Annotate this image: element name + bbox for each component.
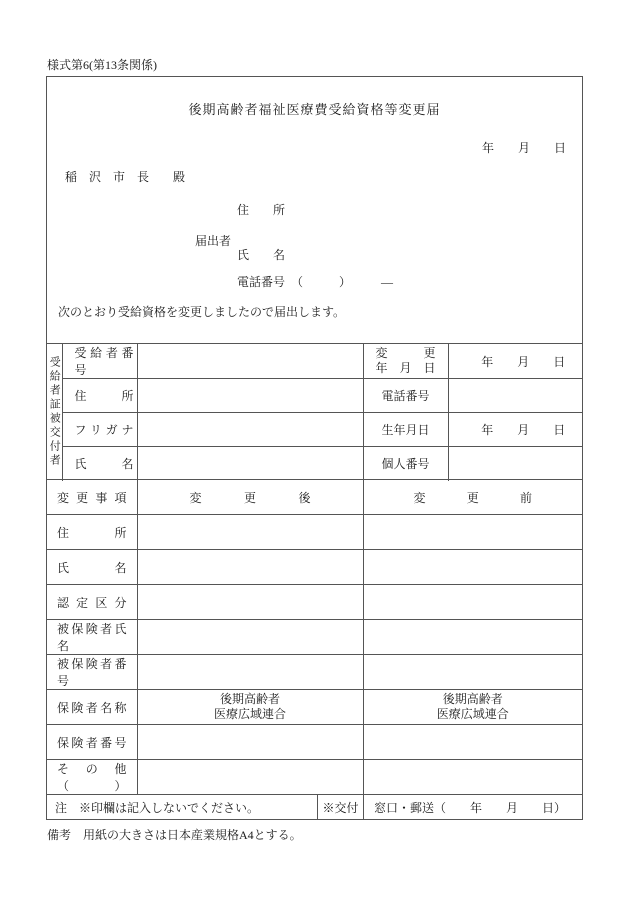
insurer-number-before-cell — [363, 725, 582, 760]
header-date-line: 年 月 日 — [481, 141, 566, 155]
furigana-input-cell — [137, 413, 363, 447]
note-text: 注 ※印欄は記入しないでください。 — [55, 800, 260, 815]
recipient-address-input-cell — [137, 379, 363, 413]
change-date-label-line2: 年月日 — [375, 361, 436, 375]
insurer-name-after-cell — [137, 690, 363, 725]
insured-name-after-cell — [137, 620, 363, 655]
form-number: 様式第6(第13条関係) — [47, 58, 157, 72]
recipient-side-label — [47, 344, 62, 481]
other-after-cell — [137, 760, 363, 795]
recipient-table — [47, 343, 582, 481]
form-outline — [46, 76, 583, 820]
phone-number-input-cell — [448, 379, 582, 413]
recipient-side-label-text: 受給者証被交付者 — [48, 356, 61, 469]
other-label-line2: （ ） — [57, 779, 127, 794]
other-before-cell — [363, 760, 582, 795]
remarks-text: 備考 用紙の大きさは日本産業規格A4とする。 — [47, 828, 302, 842]
change-after-header: 変更後 — [137, 480, 363, 515]
notifier-name-label: 氏 名 — [237, 248, 286, 262]
other-label-line1: その他 — [57, 762, 127, 777]
notifier-label: 届出者 — [195, 234, 232, 248]
change-date-value: 年 月 日 — [448, 344, 582, 379]
change-table — [47, 479, 582, 795]
recipient-name-label: 氏名 — [62, 447, 137, 481]
change-item-header: 変更事項 — [47, 480, 137, 515]
intro-text: 次のとおり受給資格を変更しましたので届出します。 — [58, 305, 346, 319]
insured-number-before-cell — [363, 655, 582, 690]
notifier-phone-line: 電話番号 （ ） ― — [237, 275, 394, 289]
other-row-label — [47, 760, 137, 795]
certification-before-cell — [363, 585, 582, 620]
insurer-name-before-cell — [363, 690, 582, 725]
certification-after-cell — [137, 585, 363, 620]
issue-stamp-cell: ※交付 — [317, 795, 363, 819]
phone-number-label: 電話番号 — [363, 379, 448, 413]
insured-name-before-cell — [363, 620, 582, 655]
recipient-number-label: 受給者番号 — [62, 344, 137, 379]
insurer-name-before-line1: 後期高齢者 — [442, 692, 503, 706]
change-before-header: 変更前 — [363, 480, 582, 515]
name-row-label: 氏名 — [47, 550, 137, 585]
recipient-number-input-cell — [137, 344, 363, 379]
certification-row-label: 認定区分 — [47, 585, 137, 620]
notifier-address-label: 住 所 — [237, 203, 286, 217]
insurer-name-after-line1: 後期高齢者 — [219, 692, 280, 706]
insurer-name-before-line2: 医療広域連合 — [436, 707, 509, 721]
address-before-cell — [363, 515, 582, 550]
personal-number-input-cell — [448, 447, 582, 481]
insurer-number-row-label: 保険者番号 — [47, 725, 137, 760]
name-before-cell — [363, 550, 582, 585]
change-date-label-line1: 変更 — [375, 346, 436, 360]
personal-number-label: 個人番号 — [363, 447, 448, 481]
insurer-number-after-cell — [137, 725, 363, 760]
furigana-label: フリガナ — [62, 413, 137, 447]
recipient-name-input-cell — [137, 447, 363, 481]
insurer-name-after-line2: 医療広域連合 — [213, 707, 286, 721]
birthdate-value: 年 月 日 — [448, 413, 582, 447]
recipient-address-label: 住所 — [62, 379, 137, 413]
note-row — [47, 794, 582, 819]
insured-name-row-label: 被保険者氏名 — [47, 620, 137, 655]
delivery-method-text: 窓口・郵送（ 年 月 日） — [363, 795, 582, 819]
change-date-label — [363, 344, 448, 379]
name-after-cell — [137, 550, 363, 585]
birthdate-label: 生年月日 — [363, 413, 448, 447]
address-after-cell — [137, 515, 363, 550]
addressee: 稲 沢 市 長 殿 — [65, 170, 186, 184]
address-row-label: 住所 — [47, 515, 137, 550]
form-title: 後期高齢者福祉医療費受給資格等変更届 — [188, 102, 441, 117]
insurer-name-row-label: 保険者名称 — [47, 690, 137, 725]
insured-number-after-cell — [137, 655, 363, 690]
insured-number-row-label: 被保険者番号 — [47, 655, 137, 690]
